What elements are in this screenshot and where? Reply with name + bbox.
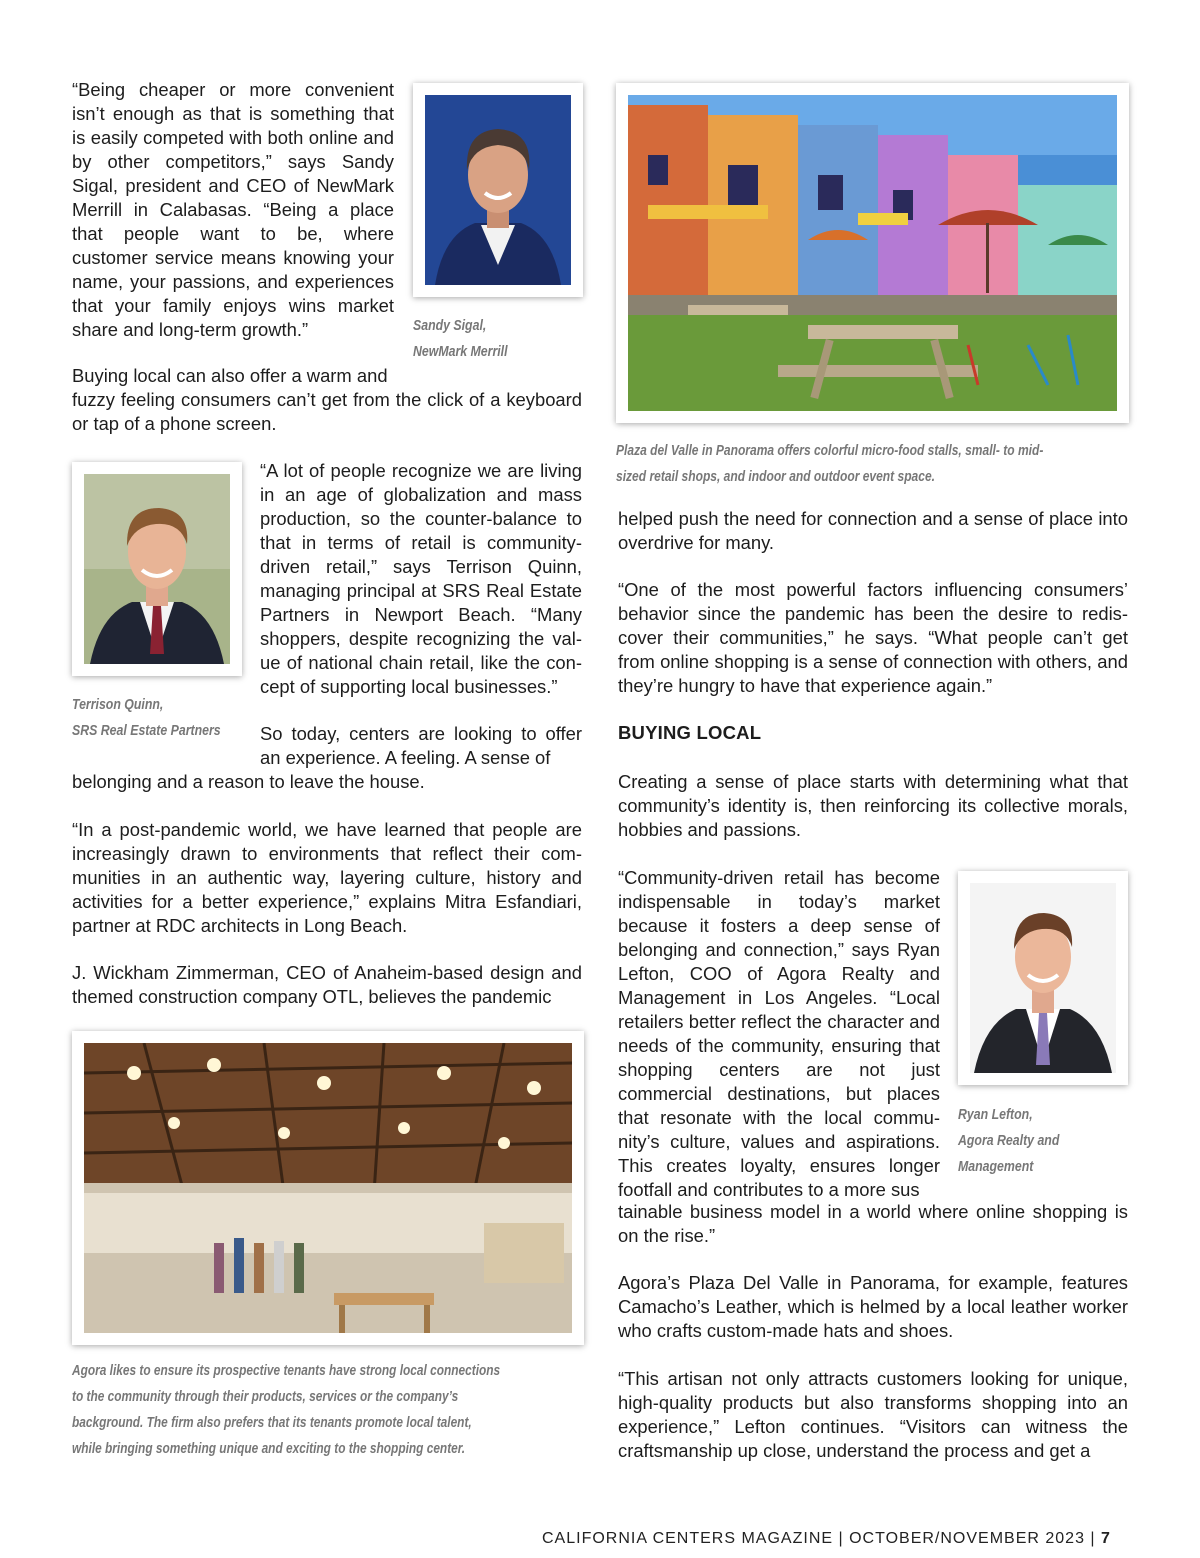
- photo-sandy-sigal: [413, 83, 583, 297]
- caption-plaza: Plaza del Valle in Panorama offers colorful micro-food stalls, small- to mid- sized retail shops, and indoor and outdoor event space.: [616, 443, 1044, 485]
- caption-agora: Agora likes to ensure its prospective tenants have strong local connections to the community through their products, services or the company’s background. The firm also prefers that its tenants promote local talent, while bringing something unique and exciting to the shopping center.: [72, 1363, 501, 1457]
- photo-terrison-quinn: [72, 462, 242, 676]
- photo-agora-interior: [72, 1031, 584, 1345]
- para-sense-of-place: Creating a sense of place starts with determining what that community’s identity is, then reinforcing its collective morals, hobbies and passions.: [618, 771, 1128, 840]
- quote-rediscover: “One of the most powerful factors influencing consumers’ behavior since the pandemic has been the desire to rediscover their communities,” he says. “What people can’t get from online shopping is a sense of connection with others, and they’re hungry to have that experience again.”: [618, 579, 1128, 696]
- heading-buying-local: BUYING LOCAL: [618, 722, 762, 743]
- caption-quinn: Terrison Quinn, SRS Real Estate Partners: [72, 697, 221, 739]
- photo-plaza-del-valle: [616, 83, 1129, 423]
- caption-lefton: Ryan Lefton, Agora Realty and Management: [958, 1107, 1060, 1175]
- quote-lefton-rest: tainable business model in a world where online shopping is on the rise.”: [618, 1201, 1128, 1246]
- footer-publication: CALIFORNIA CENTERS MAGAZINE | OCTOBER/NOVEMBER 2023 |: [542, 1530, 1096, 1547]
- quote-sigal: “Being cheaper or more convenient isn’t enough as that is something that is easily competed with both online and by other competitors,” says Sandy Sigal, president and CEO of NewMark Merrill in Calabasas. “Being a place that people want to be, where customer service means knowing your name, your passions, and experiences that your family enjoys wins market share and long-term growth.”: [72, 79, 394, 340]
- para-pandemic-cont: helped push the need for connection and a sense of place into overdrive for many.: [618, 508, 1128, 553]
- page-number: 7: [1101, 1530, 1110, 1547]
- para-camacho: Agora’s Plaza Del Valle in Panorama, for example, features Camacho’s Leather, which is helmed by a local leather worker who crafts custom-made hats and shoes.: [618, 1272, 1128, 1341]
- portrait-image: [425, 95, 571, 285]
- quote-esfandiari: “In a post-pandemic world, we have learned that people are increasingly drawn to environments that reflect their communities in an authentic way, layering culture, history and activities for a better experience,” explains Mitra Esfandiari, partner at RDC architects in Long Beach.: [72, 819, 582, 936]
- para-today-start: So today, centers are looking to offer an experience. A feeling. A sense of: [260, 723, 582, 768]
- para-today-rest: belonging and a reason to leave the house.: [72, 771, 425, 792]
- quote-quinn: “A lot of people recognize we are living in an age of globalization and mass production, so the counter-balance to that in terms of retail is community-driven retail,” says Terrison Quinn, managing principal at SRS Real Estate Partners in Newport Beach. “Many shoppers, despite recognizing the value of national chain retail, like the concept of supporting local businesses.”: [260, 460, 582, 697]
- quote-artisan: “This artisan not only attracts customers looking for unique, high-quality products but also transforms shopping into an experience,” Lefton continues. “Visitors can witness the craftsmanship up close, understand the process and get a: [618, 1368, 1128, 1461]
- page-footer: [542, 1530, 1110, 1548]
- caption-sigal: Sandy Sigal, NewMark Merrill: [413, 318, 508, 360]
- quote-lefton: “Community-driven retail has become indispensable in today’s market because it fosters a deep sense of belonging and connection,” says Ryan Lefton, COO of Agora Realty and Management in Los Angeles. “Local retailers better reflect the character and needs of the community, ensuring that shopping centers are not just commercial destinations, but places that resonate with the local community’s culture, values and aspirations. This creates loyalty, ensures longer footfall and contributes to a more sus: [618, 867, 940, 1200]
- para-zimmerman: J. Wickham Zimmerman, CEO of Anaheim-based design and themed construction company OTL, believes the pandemic: [72, 962, 582, 1007]
- photo-ryan-lefton: [958, 871, 1128, 1085]
- para-buying-local: Buying local can also offer a warm and fuzzy feeling consumers can’t get from the click of a keyboard or tap of a phone screen.: [72, 365, 582, 434]
- portrait-image: [84, 474, 230, 664]
- plaza-image: [628, 95, 1117, 411]
- store-interior-image: [84, 1043, 572, 1333]
- portrait-image: [970, 883, 1116, 1073]
